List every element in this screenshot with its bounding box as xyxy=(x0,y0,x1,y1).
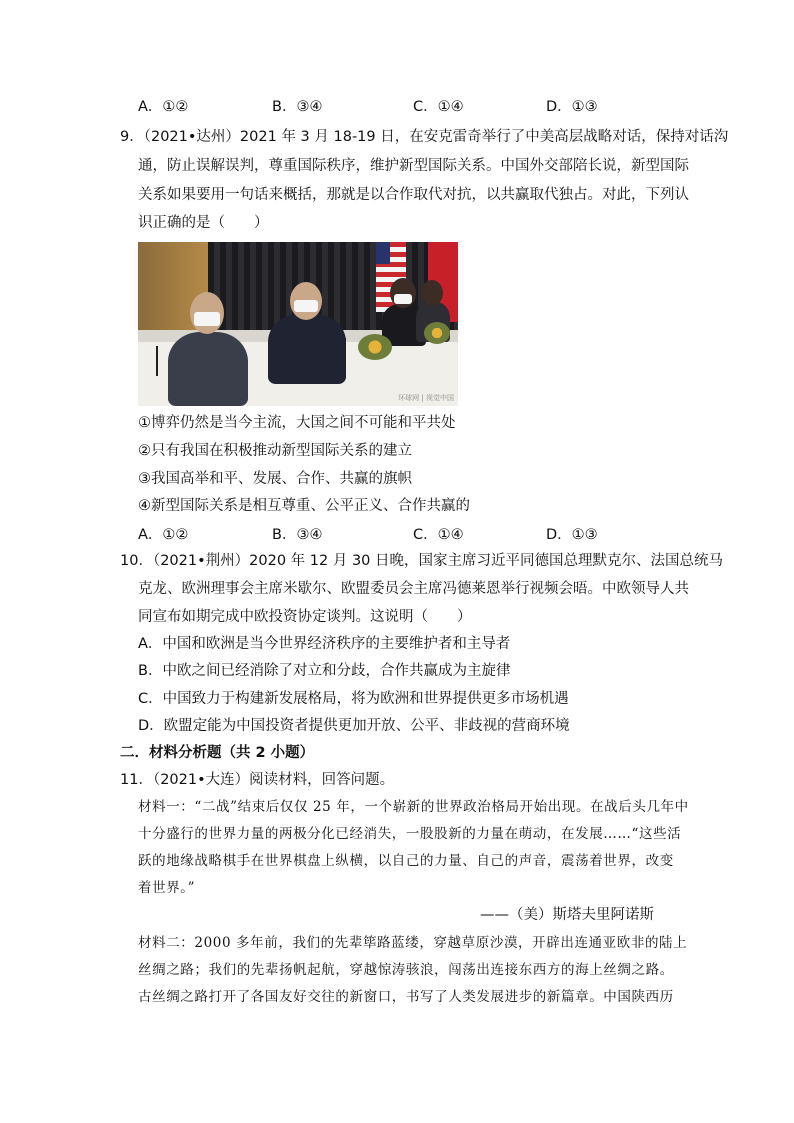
q8-option-a: A．①② xyxy=(138,99,189,115)
q11-material2-line-3: 古丝绸之路打开了各国友好交往的新窗口，书写了人类发展进步的新篇章。中国陕西历 xyxy=(138,989,674,1005)
meeting-photo xyxy=(138,242,458,406)
q8-option-c: C．①④ xyxy=(413,99,464,115)
q9-statement-4: ④新型国际关系是相互尊重、公平正义、合作共赢的 xyxy=(138,498,470,514)
q9-line-3: 关系如果要用一句话来概括，那就是以合作取代对抗，以共赢取代独占。对此，下列认 xyxy=(138,187,689,203)
q10-line-1: 10．（2021•荆州）2020 年 12 月 30 日晚，国家主席习近平同德国总理默克尔、法国总统马 xyxy=(120,553,724,569)
section-2-title: 二．材料分析题（共 2 小题） xyxy=(120,745,315,761)
q9-statement-1: ①博弈仍然是当今主流，大国之间不可能和平共处 xyxy=(138,415,456,431)
q11-material1-line-1: 材料一：“二战”结束后仅仅 25 年，一个崭新的世界政治格局开始出现。在战后头几年中 xyxy=(138,799,689,815)
q11-material2-line-2: 丝绸之路；我们的先辈扬帆起航，穿越惊涛骇浪，闯荡出连接东西方的海上丝绸之路。 xyxy=(138,962,674,978)
q8-option-d: D．①③ xyxy=(546,99,598,115)
q9-statement-2: ②只有我国在积极推动新型国际关系的建立 xyxy=(138,443,412,459)
q11-material2-line-1: 材料二：2000 多年前，我们的先辈筚路蓝缕，穿越草原沙漠，开辟出连通亚欧非的陆上 xyxy=(138,935,688,951)
q11-line: 11．（2021•大连）阅读材料，回答问题。 xyxy=(120,772,395,788)
q10-option-d: D．欧盟定能为中国投资者提供更加开放、公平、非歧视的营商环境 xyxy=(138,718,570,734)
q9-option-b: B．③④ xyxy=(272,527,323,543)
q11-source-1: ——（美）斯塔夫里阿诺斯 xyxy=(480,907,654,923)
q10-option-a: A．中国和欧洲是当今世界经济秩序的主要维护者和主导者 xyxy=(138,636,511,652)
q11-material1-line-4: 着世界。” xyxy=(138,880,196,896)
q9-line-1: 9．（2021•达州）2021 年 3 月 18-19 日，在安克雷奇举行了中美高层战略对话，保持对话沟 xyxy=(120,129,729,145)
q8-options xyxy=(138,95,738,115)
q11-material1-line-3: 跃的地缘战略棋手在世界棋盘上纵横，以自己的力量、自己的声音，震荡着世界，改变 xyxy=(138,853,674,869)
q10-line-2: 克龙、欧洲理事会主席米歇尔、欧盟委员会主席冯德莱恩举行视频会晤。中欧领导人共 xyxy=(138,581,689,597)
q9-options xyxy=(138,523,738,543)
q11-material1-line-2: 十分盛行的世界力量的两极分化已经消失，一股股新的力量在萌动，在发展……“这些活 xyxy=(138,826,682,842)
q10-line-3: 同宣布如期完成中欧投资协定谈判。这说明（ ） xyxy=(138,609,472,625)
photo-watermark: 环球网 | 视觉中国 xyxy=(398,394,454,402)
q10-option-c: C．中国致力于构建新发展格局，将为欧洲和世界提供更多市场机遇 xyxy=(138,691,569,707)
q9-option-c: C．①④ xyxy=(413,527,464,543)
q9-line-4: 识正确的是（ ） xyxy=(138,215,269,231)
q9-option-d: D．①③ xyxy=(546,527,598,543)
q8-option-b: B．③④ xyxy=(272,99,323,115)
q10-option-b: B．中欧之间已经消除了对立和分歧，合作共赢成为主旋律 xyxy=(138,663,511,679)
q9-statement-3: ③我国高举和平、发展、合作、共赢的旗帜 xyxy=(138,471,412,487)
q9-option-a: A．①② xyxy=(138,527,189,543)
q9-line-2: 通，防止误解误判，尊重国际秩序，维护新型国际关系。中国外交部陪长说，新型国际 xyxy=(138,158,689,174)
